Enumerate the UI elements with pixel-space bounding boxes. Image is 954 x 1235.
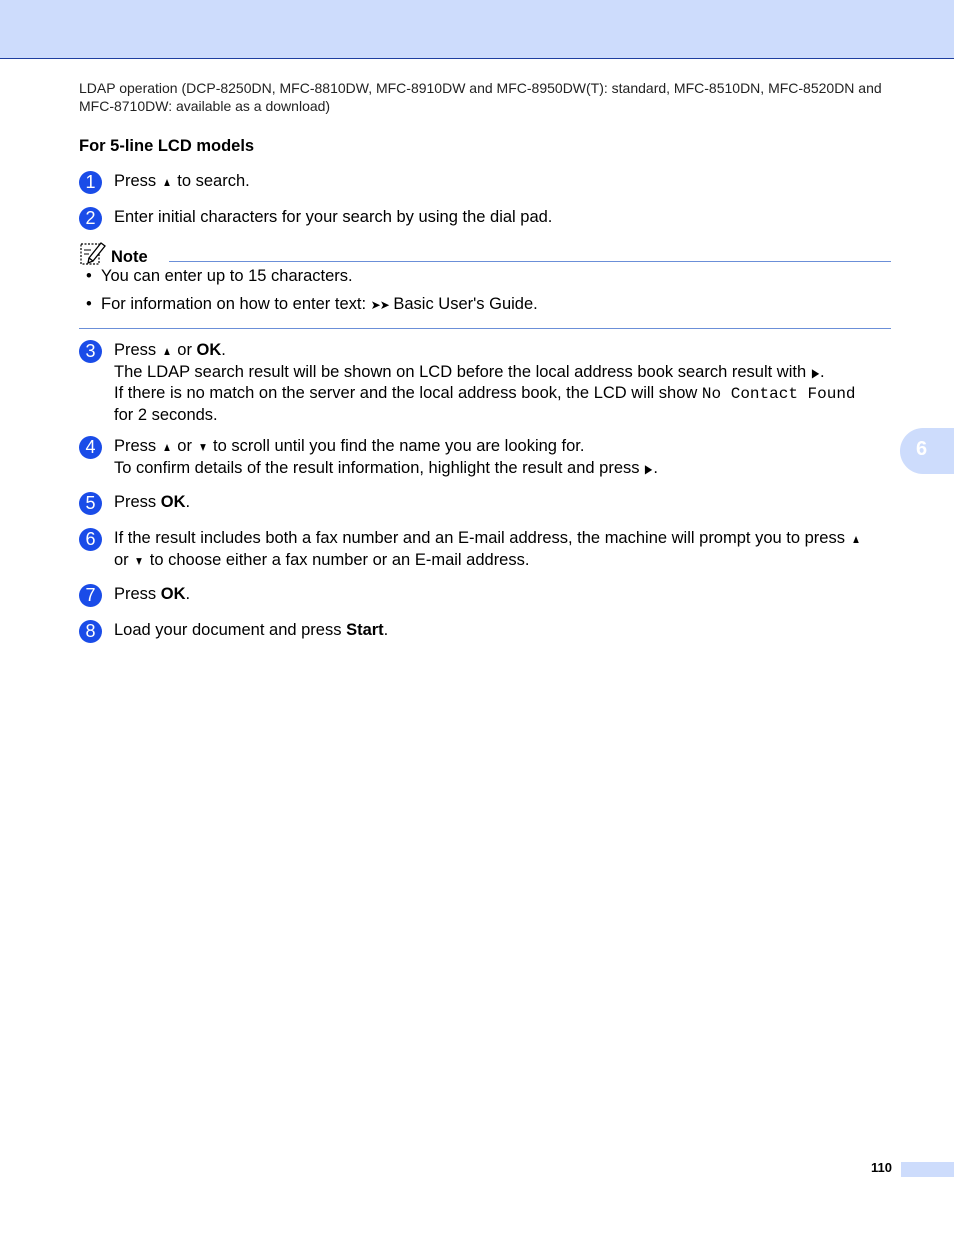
page-number: 110 — [871, 1160, 892, 1175]
list-item: • For information on how to enter text: ➤➤ Basic User's Guide. — [79, 294, 891, 315]
step-1: 1 Press ▲ to search. — [79, 171, 891, 193]
up-arrow-icon: ▲ — [161, 440, 172, 454]
step-number-badge: 4 — [79, 436, 102, 459]
step-6: 6 If the result includes both a fax number and an E-mail address, the machine will prompt you to press ▲ or ▼ to choose either a fax number or an E-mail address. — [79, 528, 891, 571]
note-divider-bottom — [79, 328, 891, 329]
step-5: 5 Press OK. — [79, 492, 891, 513]
step-number-badge: 5 — [79, 492, 102, 515]
down-arrow-icon: ▼ — [134, 553, 144, 568]
section-title: For 5-line LCD models — [79, 137, 255, 155]
chapter-tab: 6 — [900, 428, 954, 474]
reference-arrows-icon: ➤➤ — [370, 298, 389, 312]
step-3: 3 Press ▲ or OK. The LDAP search result will be shown on LCD before the local address book search result with ▶. If there is no match on the server and the local address book, the LCD will show No Contact Found for 2 seconds. — [79, 340, 891, 425]
note-label: Note — [111, 248, 148, 266]
up-arrow-icon: ▲ — [161, 175, 172, 189]
running-header: LDAP operation (DCP-8250DN, MFC-8810DW, MFC-8910DW and MFC-8950DW(T): standard, MFC-8510DN, MFC-8520DN and MFC-8710DW: available as a download) — [79, 80, 882, 114]
up-arrow-icon: ▲ — [850, 532, 861, 546]
list-item: • You can enter up to 15 characters. — [79, 266, 891, 286]
step-number-badge: 3 — [79, 340, 102, 363]
note-divider-top — [169, 261, 891, 262]
step-7: 7 Press OK. — [79, 584, 891, 605]
header-band — [0, 0, 954, 59]
step-2: 2 Enter initial characters for your search by using the dial pad. — [79, 207, 891, 228]
step-number-badge: 8 — [79, 620, 102, 643]
down-arrow-icon: ▼ — [197, 440, 208, 454]
footer-band — [901, 1162, 954, 1177]
up-arrow-icon: ▲ — [161, 344, 172, 358]
right-arrow-icon: ▶ — [645, 461, 653, 476]
note-box — [79, 240, 891, 323]
note-pencil-icon — [79, 240, 107, 266]
step-number-badge: 1 — [79, 171, 102, 194]
lcd-message: No Contact Found — [701, 385, 856, 403]
step-4: 4 Press ▲ or ▼ to scroll until you find the name you are looking for. To confirm details of the result information, highlight the result and press ▶. — [79, 436, 891, 479]
step-8: 8 Load your document and press Start. — [79, 620, 891, 641]
step-number-badge: 2 — [79, 207, 102, 230]
right-arrow-icon: ▶ — [811, 365, 820, 380]
step-number-badge: 7 — [79, 584, 102, 607]
step-number-badge: 6 — [79, 528, 102, 551]
